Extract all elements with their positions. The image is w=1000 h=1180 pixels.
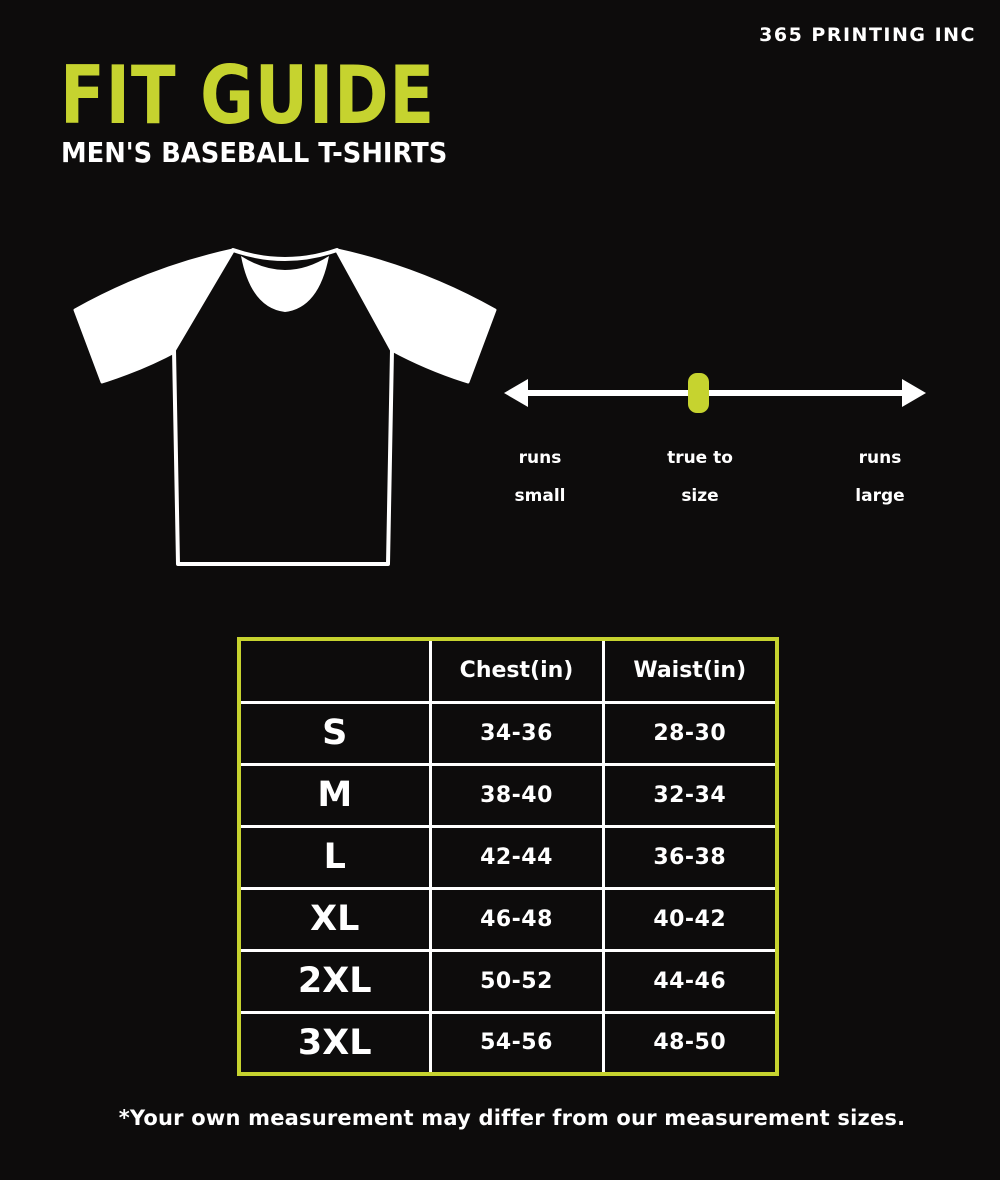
scale-label-runs-large [855,430,904,525]
table-row [239,1012,777,1074]
size-cell: 3XL [239,1012,430,1074]
scale-label-line: size [681,486,719,507]
waist-cell: 36-38 [603,826,777,888]
fit-scale-arrow [500,358,930,428]
chest-cell: 38-40 [430,764,603,826]
size-cell: S [239,702,430,764]
scale-label-line: true to [667,448,733,469]
size-cell: M [239,764,430,826]
size-cell: L [239,826,430,888]
page-subtitle: MEN'S BASEBALL T-SHIRTS [61,136,448,169]
size-cell: 2XL [239,950,430,1012]
chest-cell: 50-52 [430,950,603,1012]
size-table [237,637,779,1076]
table-row [239,764,777,826]
measurement-disclaimer: *Your own measurement may differ from our measurement sizes. [118,1106,906,1130]
fit-scale [500,358,930,507]
scale-label-line: runs [858,448,902,469]
scale-label-true-to-size [667,430,733,525]
arrowhead-right-icon [902,379,926,407]
page-title: FIT GUIDE [60,49,435,142]
scale-label-runs-small [515,430,566,525]
tshirt-graphic [55,222,515,592]
waist-cell: 40-42 [603,888,777,950]
size-cell: XL [239,888,430,950]
chest-cell: 34-36 [430,702,603,764]
table-row [239,950,777,1012]
table-row [239,888,777,950]
chest-cell: 54-56 [430,1012,603,1074]
header-cell-waist: Waist(in) [603,639,777,702]
waist-cell: 44-46 [603,950,777,1012]
chest-cell: 46-48 [430,888,603,950]
fit-scale-marker [688,373,709,413]
scale-label-line: large [855,486,905,507]
table-row [239,826,777,888]
scale-label-line: runs [518,448,562,469]
arrowhead-left-icon [504,379,528,407]
table-header-row [239,639,777,702]
waist-cell: 48-50 [603,1012,777,1074]
waist-cell: 32-34 [603,764,777,826]
header-cell-blank [239,639,430,702]
scale-label-line: small [514,486,566,507]
header-cell-chest: Chest(in) [430,639,603,702]
waist-cell: 28-30 [603,702,777,764]
chest-cell: 42-44 [430,826,603,888]
table-row [239,702,777,764]
tshirt-svg [55,222,515,592]
brand-text: 365 PRINTING INC [759,24,976,46]
